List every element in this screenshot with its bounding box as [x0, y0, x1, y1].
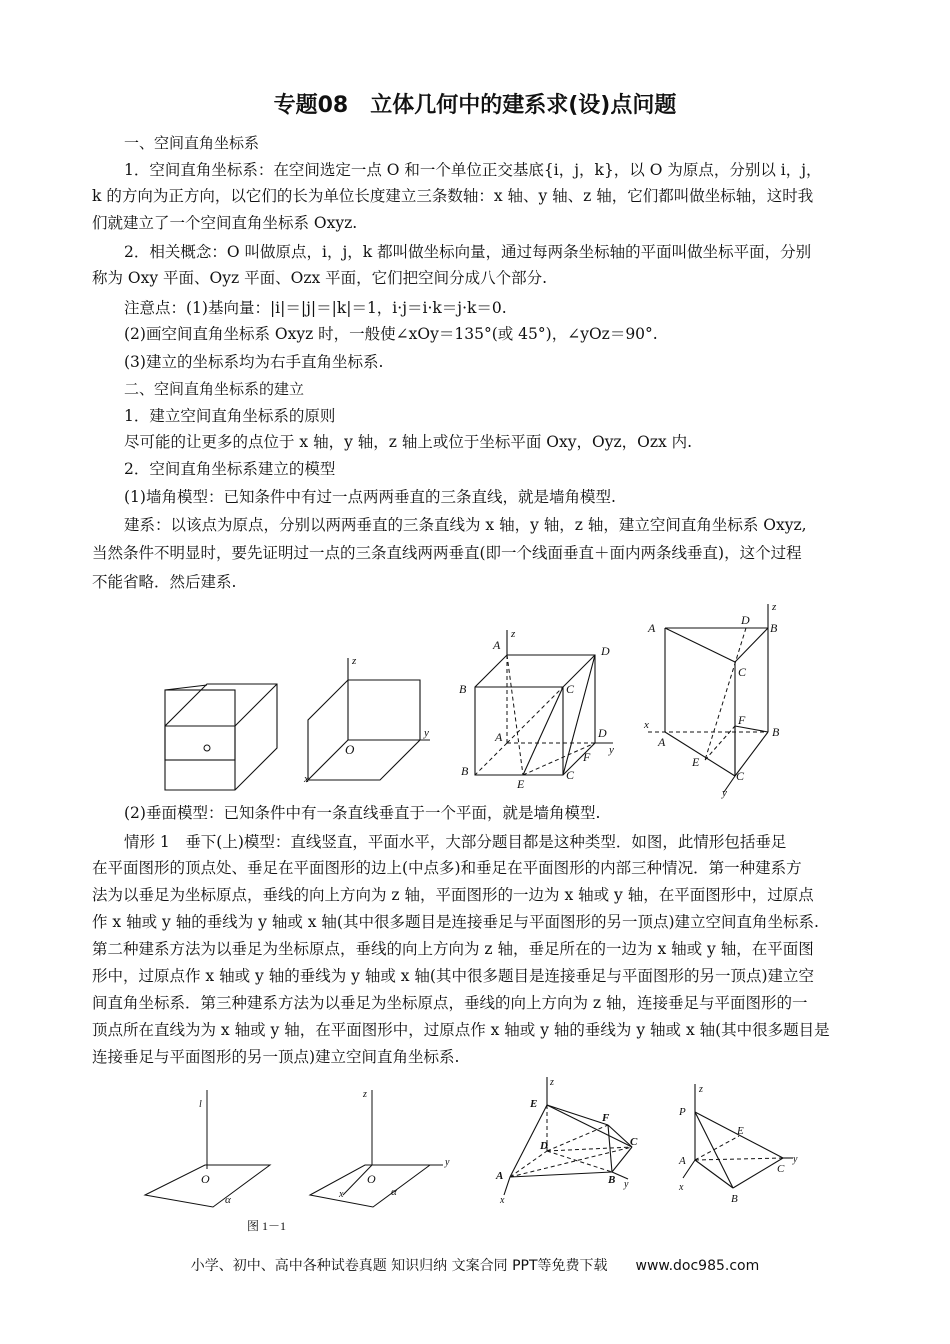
pyramid-figure-1 [490, 1075, 650, 1214]
label-D: D [540, 1140, 548, 1152]
label-F: F [602, 1112, 610, 1124]
label-x: x [679, 1182, 684, 1193]
label-B: B [608, 1174, 616, 1186]
paragraph-line: (1)墙角模型：已知条件中有过一点两两垂直的三条直线，就是墙角模型. [124, 488, 616, 506]
note-line: (3)建立的坐标系均为右手直角坐标系. [124, 353, 384, 371]
perpendicular-axes-figure [305, 1085, 465, 1219]
label-E: E [530, 1098, 538, 1110]
footer-banner: 小学、初中、高中各种试卷真题 知识归纳 文案合同 PPT等免费下载 www.doc985.com [190, 1258, 760, 1274]
label-D: D [741, 613, 750, 627]
section-1-heading: 一、空间直角坐标系 [124, 134, 260, 152]
label-z: z [772, 601, 777, 613]
label-y: y [624, 1179, 629, 1190]
label-z: z [363, 1089, 367, 1100]
label-D: D [598, 726, 607, 740]
paragraph-line: 不能省略．然后建系. [92, 573, 237, 591]
label-C: C [566, 768, 575, 782]
paragraph-line: 2．相关概念：O 叫做原点，i，j，k 都叫做坐标向量，通过每两条坐标轴的平面叫做坐标平面，分别 [124, 243, 812, 261]
paragraph-line: 法为以垂足为坐标原点，垂线的向上方向为 z 轴，平面图形的一边为 x 轴或 y 轴，在平面图形中，过原点 [92, 886, 814, 904]
paragraph-line: 在平面图形的顶点处、垂足在平面图形的边上(中点多)和垂足在平面图形的内部三种情况．第一种建系方 [92, 859, 802, 877]
label-x: x [304, 773, 309, 785]
label-z: z [352, 655, 357, 667]
label-B1: B [459, 682, 467, 696]
paragraph-line: 2．空间直角坐标系建立的模型 [124, 460, 336, 478]
label-C: C [630, 1136, 638, 1148]
label-y: y [445, 1157, 450, 1168]
paragraph-line: 第二种建系方法为以垂足为坐标原点，垂线的向上方向为 z 轴，垂足所在的一边为 x 轴或 y 轴，在平面图 [92, 940, 814, 958]
pyramid-figure-2 [665, 1082, 815, 1216]
label-y: y [609, 744, 614, 756]
paragraph-line: 情形 1 垂下(上)模型：直线竖直，平面水平，大部分题目都是这种类型．如图，此情形包括垂足 [124, 833, 787, 851]
paragraph-line: 顶点所在直线为为 x 轴或 y 轴，在平面图形中，过原点作 x 轴或 y 轴的垂线为 y 轴或 x 轴(其中很多题目是 [92, 1021, 830, 1039]
label-l: l [199, 1099, 202, 1110]
label-A: A [679, 1155, 686, 1167]
prism-figure [640, 600, 790, 804]
label-B: B [772, 725, 780, 739]
label-E: E [737, 1125, 744, 1137]
label-O: O [367, 1172, 376, 1186]
label-B: B [461, 764, 469, 778]
figure-caption: 图 1－1 [247, 1219, 287, 1233]
labeled-cube-figure [455, 625, 625, 799]
paragraph-line: 们就建立了一个空间直角坐标系 Oxyz. [92, 214, 358, 232]
label-A: A [496, 1170, 504, 1182]
label-P: P [679, 1106, 686, 1118]
perpendicular-line-plane-figure [145, 1085, 295, 1233]
label-O: O [201, 1172, 210, 1186]
label-F: F [583, 750, 591, 764]
paragraph-line: 当然条件不明显时，要先证明过一点的三条直线两两垂直(即一个线面垂直＋面内两条线垂直)，这个过程 [92, 544, 802, 562]
label-A1: A [648, 621, 656, 635]
label-y: y [722, 787, 727, 799]
paragraph-line: 形中，过原点作 x 轴或 y 轴的垂线为 y 轴或 x 轴(其中很多题目是连接垂足与平面图形的另一顶点)建立空 [92, 967, 815, 985]
paragraph-line: 1．建立空间直角坐标系的原则 [124, 407, 336, 425]
paragraph-line: 称为 Oxy 平面、Oyz 平面、Ozx 平面，它们把空间分成八个部分. [92, 269, 548, 287]
label-C1: C [566, 682, 575, 696]
label-C: C [777, 1163, 785, 1175]
note-line: (2)画空间直角坐标系 Oxyz 时，一般使∠xOy＝135°(或 45°)，∠yOz＝90°. [124, 325, 658, 343]
label-C1: C [738, 665, 747, 679]
section-2-heading: 二、空间直角坐标系的建立 [124, 380, 305, 398]
label-x: x [500, 1195, 505, 1206]
paragraph-line: 建系：以该点为原点，分别以两两垂直的三条直线为 x 轴，y 轴，z 轴，建立空间直角坐标系 Oxyz, [124, 516, 807, 534]
note-line: 注意点：(1)基向量：|i|＝|j|＝|k|＝1，i·j＝i·k＝j·k＝0. [124, 299, 507, 317]
label-C: C [736, 769, 745, 783]
label-O: O [345, 742, 355, 757]
label-y: y [793, 1154, 798, 1165]
label-E: E [692, 755, 700, 769]
paragraph-line: 间直角坐标系．第三种建系方法为以垂足为坐标原点，垂线的向上方向为 z 轴，连接垂足与平面图形的一 [92, 994, 808, 1012]
label-alpha: α [391, 1186, 397, 1198]
label-y: y [424, 727, 429, 739]
label-B1: B [770, 621, 778, 635]
label-x: x [644, 719, 649, 731]
label-F: F [738, 713, 746, 727]
label-B: B [731, 1193, 738, 1205]
label-A: A [658, 735, 666, 749]
paragraph-line: 连接垂足与平面图形的另一顶点)建立空间直角坐标系. [92, 1048, 460, 1066]
axes-cube-figure [300, 650, 440, 794]
label-x: x [339, 1189, 344, 1200]
cube-corner-figure [160, 640, 290, 794]
paragraph-line: 1．空间直角坐标系：在空间选定一点 O 和一个单位正交基底{i，j，k}，以 O 为原点，分别以 i，j， [124, 161, 822, 179]
label-A1: A [493, 638, 501, 652]
label-D1: D [601, 644, 610, 658]
label-z: z [550, 1077, 554, 1088]
paragraph-line: (2)垂面模型：已知条件中有一条直线垂直于一个平面，就是墙角模型. [124, 804, 601, 822]
label-alpha: α [225, 1194, 231, 1206]
label-z: z [699, 1084, 703, 1095]
label-A: A [495, 730, 503, 744]
paragraph-line: 尽可能的让更多的点位于 x 轴，y 轴，z 轴上或位于坐标平面 Oxy，Oyz，Ozx 内. [124, 433, 693, 451]
paragraph-line: k 的方向为正方向，以它们的长为单位长度建立三条数轴：x 轴、y 轴、z 轴，它们都叫做坐标轴，这时我 [92, 187, 814, 205]
label-E: E [517, 777, 525, 791]
label-z: z [511, 628, 516, 640]
page-title: 专题08 立体几何中的建系求(设)点问题 [273, 93, 677, 118]
paragraph-line: 作 x 轴或 y 轴的垂线为 y 轴或 x 轴(其中很多题目是连接垂足与平面图形的另一顶点)建立空间直角坐标系. [92, 913, 819, 931]
